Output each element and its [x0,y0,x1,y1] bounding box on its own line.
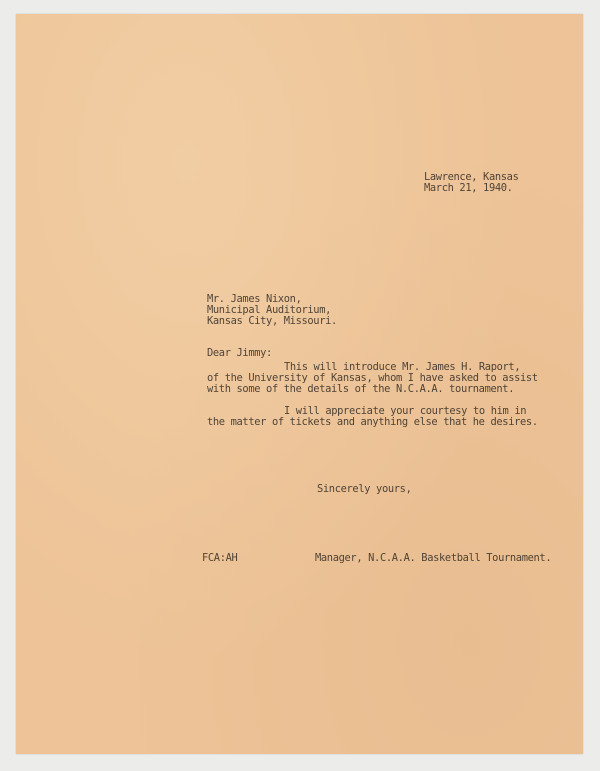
body-paragraph-2-line-2: the matter of tickets and anything else that he desires. [207,416,538,428]
recipient-name: Mr. James Nixon, [207,293,302,305]
closing: Sincerely yours, [317,483,412,495]
body-paragraph-1-line-3: with some of the details of the N.C.A.A. tournament. [207,383,515,395]
body-paragraph-1-line-2: of the University of Kansas, whom I have asked to assist [207,372,538,384]
signature-title: Manager, N.C.A.A. Basketball Tournament. [315,552,552,564]
letter-place: Lawrence, Kansas [424,171,519,183]
salutation: Dear Jimmy: [207,347,272,359]
body-paragraph-1-line-1: This will introduce Mr. James H. Raport, [284,361,521,373]
letter-paper [16,14,583,754]
recipient-address-line: Municipal Auditorium, [207,304,332,316]
body-paragraph-2-line-1: I will appreciate your courtesy to him in [284,405,527,417]
letter-date: March 21, 1940. [424,182,513,194]
typist-initials: FCA:AH [202,552,238,564]
recipient-city-line: Kansas City, Missouri. [207,315,337,327]
